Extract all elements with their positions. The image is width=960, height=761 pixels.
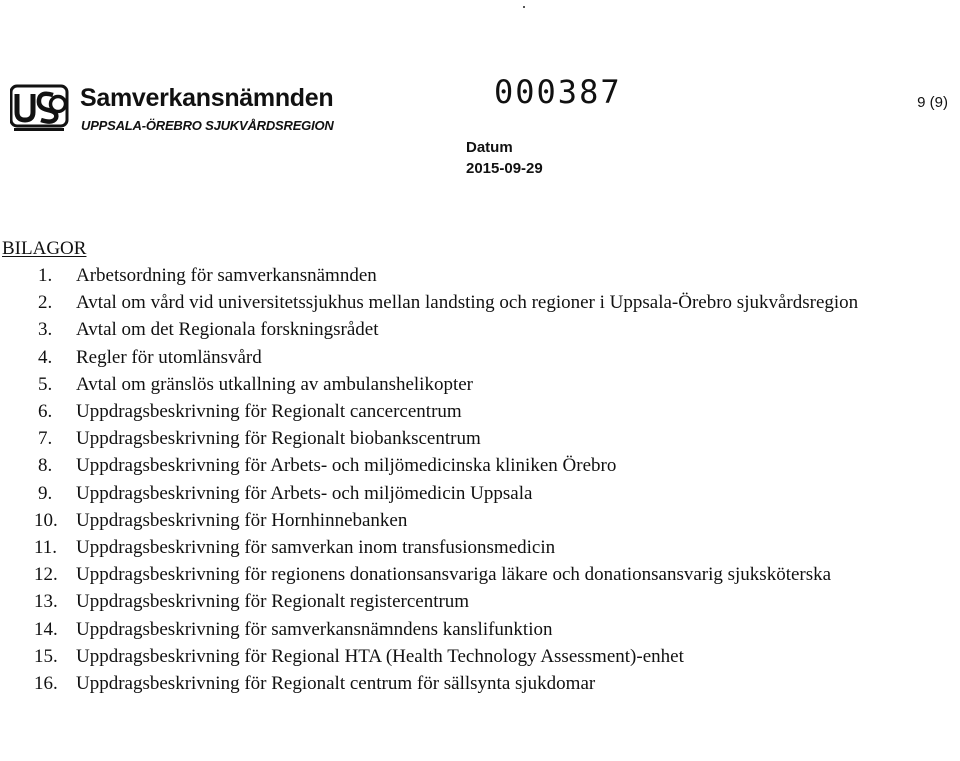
attachment-item — [0, 316, 960, 343]
attachments-heading: BILAGOR — [2, 238, 87, 259]
attachment-list — [0, 262, 960, 697]
attachment-number: 7. — [38, 428, 53, 450]
attachment-item — [0, 561, 960, 588]
document-number: 000387 — [494, 73, 622, 111]
uso-logo-icon — [10, 82, 70, 132]
attachment-title: Regler för utomlänsvård — [76, 346, 262, 368]
attachment-title: Avtal om vård vid universitetssjukhus mellan landsting och regioner i Uppsala-Örebro sjukvårdsregion — [76, 292, 859, 314]
organization-name: Samverkansnämnden — [80, 84, 334, 112]
attachment-item — [0, 480, 960, 507]
attachment-title: Avtal om det Regionala forskningsrådet — [76, 319, 379, 341]
attachment-item — [0, 534, 960, 561]
organization-region: UPPSALA-ÖREBRO SJUKVÅRDSREGION — [81, 118, 334, 133]
attachment-number: 16. — [34, 673, 58, 695]
attachment-item — [0, 344, 960, 371]
date-label: Datum — [466, 139, 513, 156]
attachment-item — [0, 670, 960, 697]
attachment-item — [0, 588, 960, 615]
attachment-number: 11. — [34, 537, 58, 559]
attachment-title: Uppdragsbeskrivning för Regionalt registercentrum — [76, 591, 470, 613]
attachment-title: Uppdragsbeskrivning för samverkan inom transfusionsmedicin — [76, 537, 556, 559]
attachment-number: 15. — [34, 645, 58, 667]
attachment-number: 3. — [38, 319, 53, 341]
attachment-number: 14. — [34, 618, 58, 640]
attachment-item — [0, 425, 960, 452]
attachment-item — [0, 262, 960, 289]
attachment-title: Uppdragsbeskrivning för Hornhinnebanken — [76, 509, 408, 531]
attachment-title: Uppdragsbeskrivning för Regionalt cancercentrum — [76, 401, 462, 423]
scan-speck — [523, 6, 525, 8]
attachment-number: 1. — [38, 265, 53, 286]
attachment-number: 2. — [38, 292, 53, 314]
attachment-item — [0, 371, 960, 398]
attachment-number: 12. — [34, 564, 58, 586]
attachment-number: 9. — [38, 482, 53, 504]
attachment-item — [0, 643, 960, 670]
attachment-number: 6. — [38, 401, 53, 423]
attachment-title: Uppdragsbeskrivning för Arbets- och miljömedicinska kliniken Örebro — [76, 455, 617, 477]
attachment-title: Uppdragsbeskrivning för Arbets- och miljömedicin Uppsala — [76, 482, 533, 504]
attachment-number: 4. — [38, 346, 53, 368]
attachment-number: 13. — [34, 591, 58, 613]
attachment-item — [0, 289, 960, 316]
attachment-title: Uppdragsbeskrivning för samverkansnämndens kanslifunktion — [76, 618, 553, 640]
attachment-title: Avtal om gränslös utkallning av ambulanshelikopter — [76, 373, 473, 395]
attachment-number: 8. — [38, 455, 53, 477]
attachment-item — [0, 616, 960, 643]
attachment-title: Arbetsordning för samverkansnämnden — [76, 265, 377, 286]
attachment-title: Uppdragsbeskrivning för regionens donationsansvariga läkare och donationsansvarig sjuksköterska — [76, 564, 832, 586]
attachment-title: Uppdragsbeskrivning för Regional HTA (Health Technology Assessment)-enhet — [76, 645, 684, 667]
attachment-number: 10. — [34, 509, 58, 531]
attachment-item — [0, 507, 960, 534]
page-number: 9 (9) — [917, 94, 948, 111]
attachment-number: 5. — [38, 373, 53, 395]
attachment-item — [0, 452, 960, 479]
attachment-title: Uppdragsbeskrivning för Regionalt centrum för sällsynta sjukdomar — [76, 673, 596, 695]
attachment-title: Uppdragsbeskrivning för Regionalt biobankscentrum — [76, 428, 481, 450]
attachment-item — [0, 398, 960, 425]
date-value: 2015-09-29 — [466, 160, 543, 177]
